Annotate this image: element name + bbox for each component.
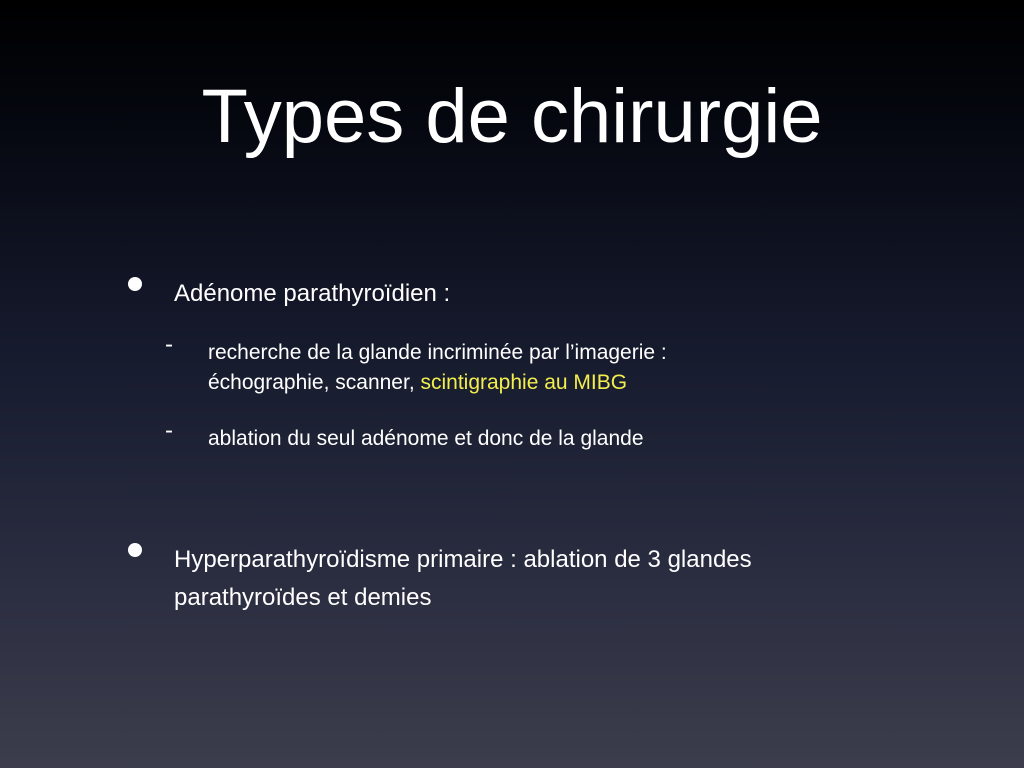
slide-title: Types de chirurgie (201, 74, 823, 159)
sub-item-1-line-1: recherche de la glande incriminée par l’imagerie : (208, 341, 667, 364)
sub-item-1-line-2-plain: échographie, scanner, (208, 371, 421, 394)
bullet-2-line-1: Hyperparathyroïdisme primaire : ablation de 3 glandes (174, 546, 752, 573)
sub-item-1-highlight: scintigraphie au MIBG (420, 371, 628, 394)
bullet-1-text: Adénome parathyroïdien : (174, 280, 451, 307)
sub-item-2-dash: - (165, 417, 173, 444)
sub-item-1-line-2 (208, 368, 627, 398)
bullet-dot-icon (128, 543, 142, 557)
sub-item-2-line-1: ablation du seul adénome et donc de la glande (208, 427, 644, 450)
bullet-dot-icon (128, 277, 142, 291)
bullet-2-line-2: parathyroïdes et demies (174, 584, 432, 611)
sub-item-1-dash: - (165, 331, 173, 358)
